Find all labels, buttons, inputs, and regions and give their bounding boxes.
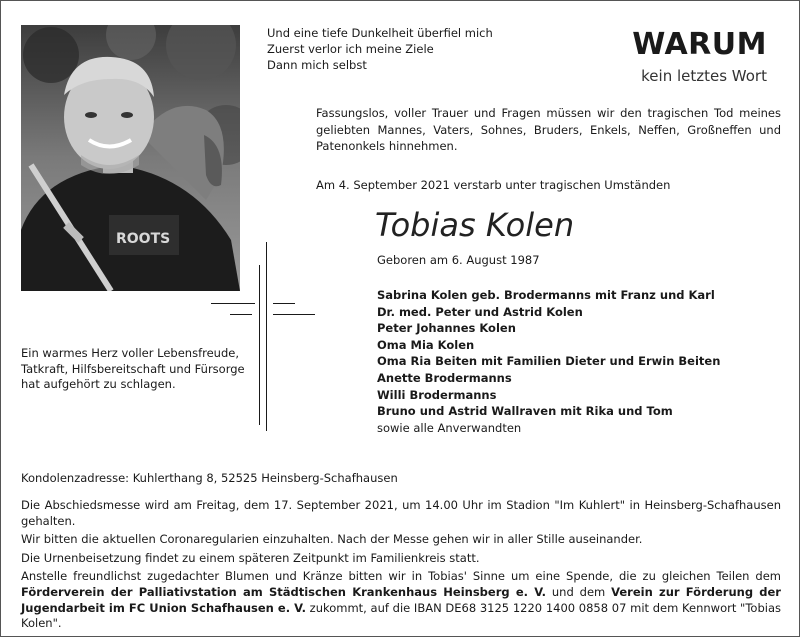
donation-text: Anstelle freundlichst zugedachter Blumen und Kränze bitten wir in Tobias' Sinne um eine Spende, die zu gleichen Teilen dem: [21, 569, 781, 584]
mourner-item: Oma Mia Kolen: [377, 337, 475, 352]
cross-horizontal-line: [230, 314, 252, 315]
poem-line: Zuerst verlor ich meine Ziele: [267, 42, 434, 56]
corona-note: Wir bitten die aktuellen Coronaregularien einzuhalten. Nach der Messe gehen wir in aller Stille auseinander.: [21, 532, 643, 547]
header-title: WARUM: [632, 27, 767, 62]
mourners-closing: sowie alle Anverwandten: [377, 420, 522, 435]
mourners-list: [377, 287, 720, 436]
header-subtitle: kein letztes Wort: [641, 67, 767, 85]
funeral-notes: [21, 498, 781, 635]
mourner-item: Sabrina Kolen geb. Brodermanns mit Franz und Karl: [377, 288, 715, 302]
poem-line: Und eine tiefe Dunkelheit überfiel mich: [267, 26, 493, 40]
portrait-photo: [21, 25, 240, 291]
portrait-image: [21, 25, 240, 291]
cross-vertical-line: [266, 242, 267, 431]
donation-org: Förderverein der Palliativstation am Städtischen Krankenhaus Heinsberg e. V.: [21, 584, 547, 599]
birth-date: Geboren am 6. August 1987: [377, 253, 540, 267]
donation-org: Verein zur Förderung der Jugendarbeit im FC Union Schafhausen e. V.: [21, 584, 781, 615]
mass-note: Die Abschiedsmesse wird am Freitag, dem 17. September 2021, um 14.00 Uhr im Stadion "Im Kuhlert" in Heinsberg-Schafhausen gehalten.: [21, 498, 781, 528]
poem: [267, 25, 493, 73]
poem-line: Dann mich selbst: [267, 58, 367, 72]
deceased-name: Tobias Kolen: [375, 206, 575, 244]
urn-note: Die Urnenbeisetzung findet zu einem späteren Zeitpunkt im Familienkreis statt.: [21, 550, 480, 565]
mourner-item: Willi Brodermanns: [377, 387, 497, 402]
donation-note: [21, 569, 781, 631]
heart-text-line: Tatkraft, Hilfsbereitschaft und Fürsorge: [21, 361, 245, 376]
heart-text: [21, 346, 245, 393]
intro-text: Fassungslos, voller Trauer und Fragen müssen wir den tragischen Tod meines geliebten Mannes, Vaters, Sohnes, Bruders, Enkels, Neffen, Großneffen und Patenonkels hinnehmen.: [316, 106, 781, 153]
cross-horizontal-line: [273, 303, 295, 304]
mourner-item: Bruno und Astrid Wallraven mit Rika und Tom: [377, 404, 673, 419]
mourner-item: Anette Brodermanns: [377, 370, 512, 385]
mourner-item: Dr. med. Peter und Astrid Kolen: [377, 304, 583, 319]
donation-text: und dem: [546, 584, 612, 599]
cross-horizontal-line: [273, 314, 315, 315]
svg-text:ROOTS: ROOTS: [116, 231, 171, 247]
cross-vertical-line: [259, 265, 260, 425]
death-announcement: Am 4. September 2021 verstarb unter tragischen Umständen: [316, 178, 671, 192]
cross-horizontal-line: [211, 303, 255, 304]
donation-text: zukommt, auf die IBAN DE68 3125 1220 1400 0858 07 mit dem Kennwort "Tobias Kolen".: [21, 600, 781, 631]
heart-text-line: Ein warmes Herz voller Lebensfreude,: [21, 346, 239, 360]
mourner-item: Oma Ria Beiten mit Familien Dieter und Erwin Beiten: [377, 354, 721, 369]
mourner-item: Peter Johannes Kolen: [377, 321, 516, 336]
condolence-address: Kondolenzadresse: Kuhlerthang 8, 52525 Heinsberg-Schafhausen: [21, 471, 398, 485]
heart-text-line: hat aufgehört zu schlagen.: [21, 377, 176, 391]
